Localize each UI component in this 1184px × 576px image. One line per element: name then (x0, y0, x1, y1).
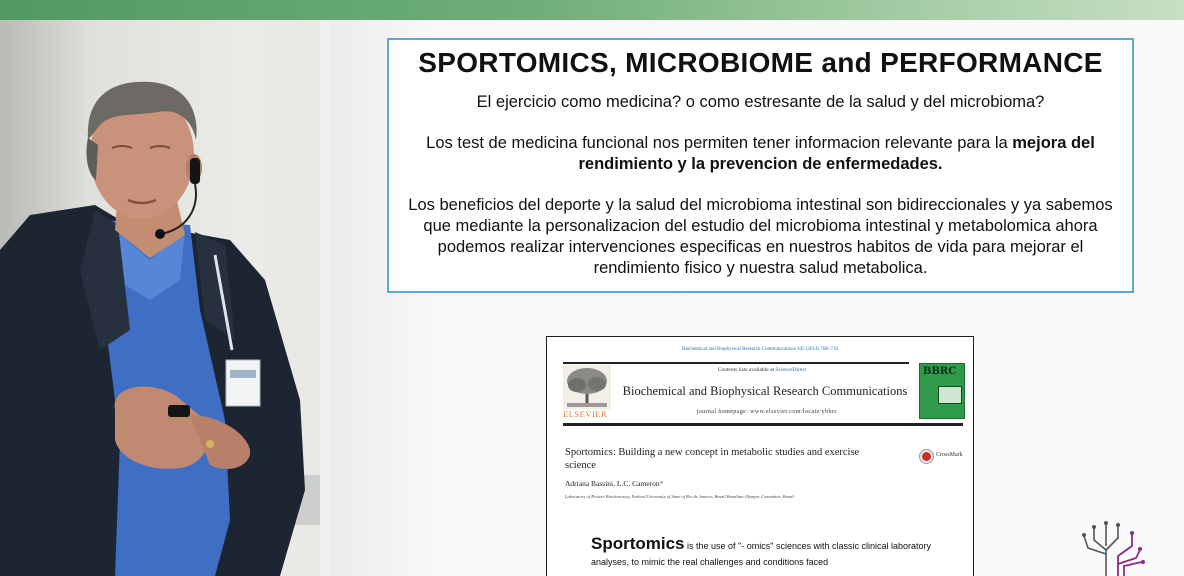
crossmark-badge (920, 449, 972, 465)
paper-citation: Biochemical and Biophysical Research Communications 445 (2014) 708–716 (682, 347, 838, 352)
top-color-band (0, 0, 1184, 20)
header-rule-bottom (563, 423, 963, 426)
slide-text-box (387, 38, 1134, 293)
bbrc-cover-icon (919, 363, 965, 419)
headset (190, 158, 200, 184)
contents-prefix: Contents lists available at (717, 367, 776, 373)
journal-homepage: journal homepage: www.elsevier.com/locate/ybbrc (696, 409, 838, 415)
circuit-tree-logo-icon (1078, 520, 1148, 576)
sciencedirect-link: ScienceDirect (775, 367, 807, 373)
journal-name: Biochemical and Biophysical Research Communications (622, 384, 908, 398)
ring (206, 440, 214, 448)
header-rule-top (563, 362, 909, 364)
cover-image (938, 386, 962, 404)
slide-paragraph-2-bold: mejora del rendimiento y la prevencion de enfermedades. (578, 134, 1095, 173)
speaker-figure (0, 20, 330, 576)
paper-excerpt (546, 336, 974, 576)
bbrc-letters: BBRC (923, 366, 957, 377)
crossmark-label: CrossMark (936, 452, 963, 458)
elsevier-tree-icon (563, 365, 611, 409)
slide-paragraph-2 (397, 133, 1124, 175)
paper-contents-line (617, 367, 907, 373)
elsevier-wordmark: ELSEVIER (563, 409, 608, 419)
presentation-slide (330, 20, 1184, 576)
paper-abstract (591, 536, 971, 570)
author-asterisk: * (659, 479, 664, 488)
abstract-text: is the use of "- omics" sciences with classic clinical laboratory analyses, to mimic the real challenges and conditions faced (591, 541, 932, 567)
paper-affiliation: Laboratory of Protein Biochemistry, Federal University of State of Rio de Janeiro, Brazil Brazilian Olympic Committee, Brazil (565, 494, 794, 499)
slide-paragraph-2-plain: Los test de medicina funcional nos permiten tener informacion relevante para la (426, 134, 1013, 152)
authors-names: Adriana Bassini, L.C. Cameron (565, 479, 660, 488)
crossmark-icon (920, 450, 933, 463)
paper-authors (565, 479, 663, 488)
name-badge (226, 360, 260, 406)
abstract-lead: Sportomics (591, 534, 685, 553)
microphone (155, 229, 165, 239)
slide-title: SPORTOMICS, MICROBIOME and PERFORMANCE (418, 47, 1103, 78)
speaker-photo (0, 20, 330, 576)
presenter-clicker (168, 405, 190, 417)
slide-paragraph-1: El ejercicio como medicina? o como estresante de la salud y del microbioma? (476, 93, 1045, 111)
slide-paragraph-3: Los beneficios del deporte y la salud del microbioma intestinal son bidireccionales y ya sabemos que mediante la personalizacion del estudio del microbioma intestinal y metabolomica ahora podemos realizar intervenciones especificas en nuestros habitos de vida para mejorar el rendimiento fisico y nuestra salud metabolica. (408, 196, 1113, 277)
paper-title: Sportomics: Building a new concept in metabolic studies and exercise science (565, 447, 860, 471)
